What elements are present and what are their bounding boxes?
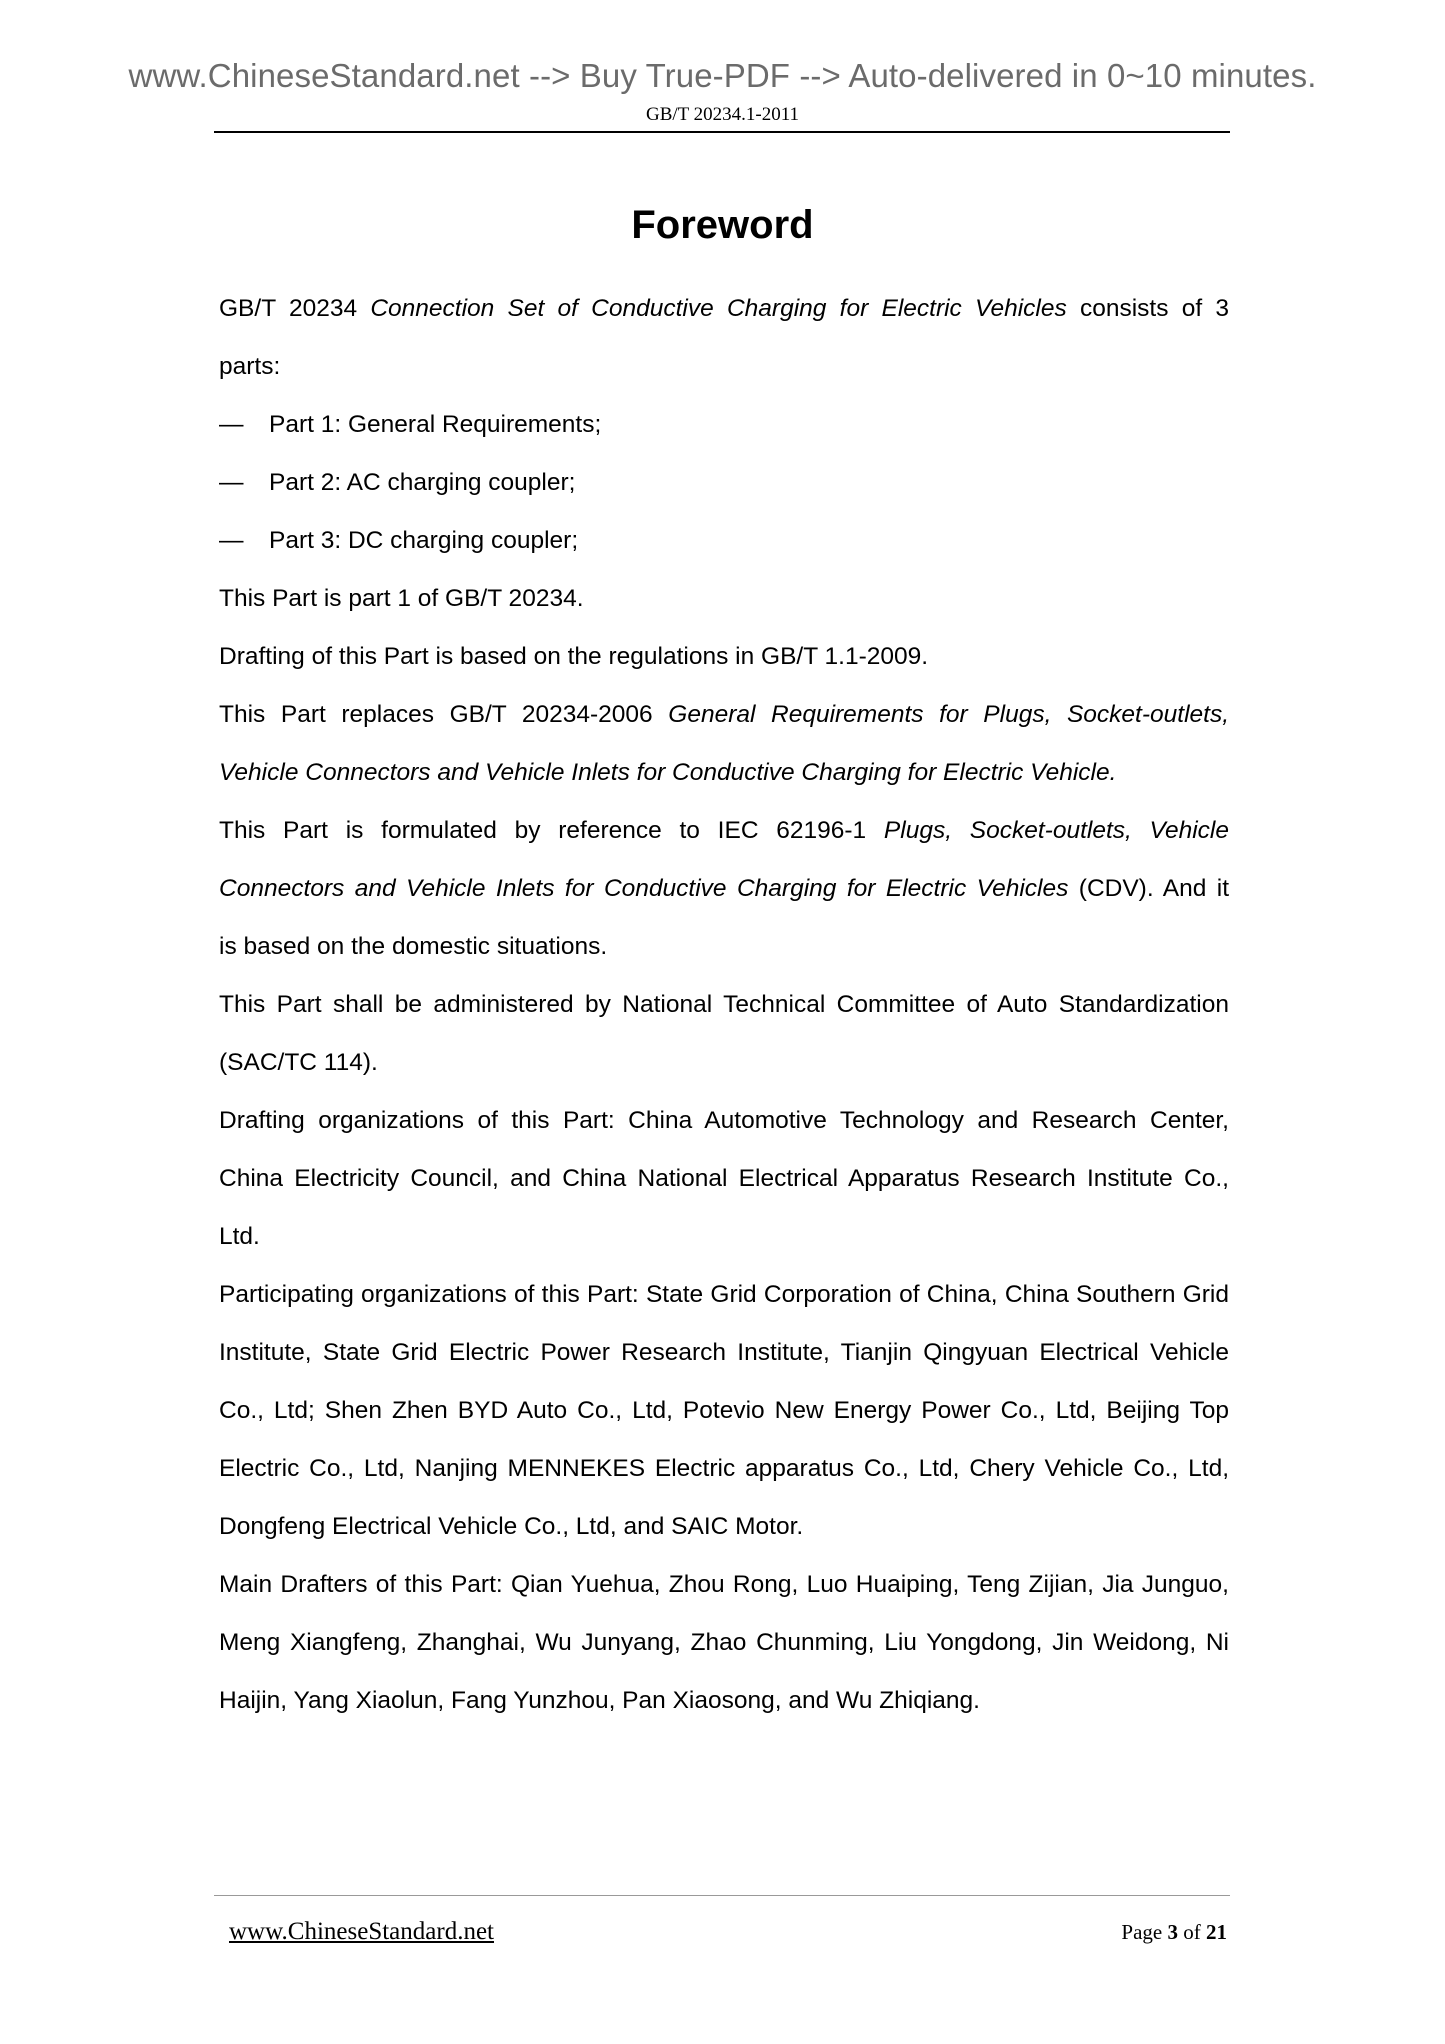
intro-text: GB/T 20234 (219, 295, 371, 322)
paragraph-reference-line3: is based on the domestic situations. (219, 933, 608, 960)
paragraph-part-of: This Part is part 1 of GB/T 20234. (219, 585, 584, 612)
paragraph-participating-organizations: Participating organizations of this Part: State Grid Corporation of China, China Southern Grid Institute, State Grid Electric Power Research Institute, Tianjin Qingyuan Electrical Vehicle Co., Ltd; Shen Zhen BYD Auto Co., Ltd, Potevio New Energy Power Co., Ltd, Beijing Top Electric Co., Ltd, Nanjing MENNEKES Electric apparatus Co., Ltd, Chery Vehicle Co., Ltd, Dongfeng Electrical Vehicle Co., Ltd, and SAIC Motor. (219, 1281, 1229, 1540)
paragraph-drafting-basis: Drafting of this Part is based on the regulations in GB/T 1.1-2009. (219, 643, 929, 670)
list-item (219, 454, 1229, 512)
page-title: Foreword (631, 203, 814, 247)
reference-title-italic-continued: Connectors and Vehicle Inlets for Conductive Charging for Electric Vehicles (219, 875, 1069, 902)
paragraph-replaces (219, 686, 1229, 744)
intro-title-italic: Connection Set of Conductive Charging for Electric Vehicles (370, 295, 1067, 322)
footer-divider (214, 1895, 1230, 1896)
page-number: 3 (1167, 1920, 1178, 1944)
footer-website-link[interactable]: www.ChineseStandard.net (229, 1918, 494, 1945)
list-item (219, 512, 1229, 570)
header-divider (214, 131, 1230, 133)
document-body (219, 280, 1229, 1730)
paragraph-replaces-continued (219, 744, 1229, 802)
page-of-label: of (1183, 1920, 1201, 1944)
paragraph-drafting-organizations: Drafting organizations of this Part: China Automotive Technology and Research Center, China Electricity Council, and China National Electrical Apparatus Research Institute Co., Ltd. (219, 1107, 1229, 1250)
dash-bullet: — (219, 527, 244, 554)
list-item-text: Part 3: DC charging coupler; (269, 527, 579, 554)
dash-bullet: — (219, 469, 244, 496)
reference-text: This Part is formulated by reference to IEC 62196-1 (219, 817, 884, 844)
replaces-text: This Part replaces GB/T 20234-2006 (219, 701, 669, 728)
paragraph-reference (219, 802, 1229, 860)
list-item-text: Part 1: General Requirements; (269, 411, 602, 438)
paragraph-intro (219, 280, 1229, 338)
paragraph-main-drafters: Main Drafters of this Part: Qian Yuehua, Zhou Rong, Luo Huaiping, Teng Zijian, Jia Junguo, Meng Xiangfeng, Zhanghai, Wu Junyang, Zhao Chunming, Liu Yongdong, Jin Weidong, Ni Haijin, Yang Xiaolun, Fang Yunzhou, Pan Xiaosong, and Wu Zhiqiang. (219, 1571, 1229, 1714)
reference-text-end: (CDV). And it (1068, 875, 1230, 902)
list-item (219, 396, 1229, 454)
dash-bullet: — (219, 411, 244, 438)
paragraph-administered: This Part shall be administered by National Technical Committee of Auto Standardization (SAC/TC 114). (219, 991, 1229, 1076)
replaces-title-italic-continued: Vehicle Connectors and Vehicle Inlets for Conductive Charging for Electric Vehicle. (219, 759, 1117, 786)
reference-title-italic: Plugs, Socket-outlets, Vehicle (883, 817, 1229, 844)
intro-text-end: consists of 3 (1066, 295, 1229, 322)
page-indicator (1121, 1920, 1227, 1945)
page-total: 21 (1206, 1920, 1227, 1944)
list-item-text: Part 2: AC charging coupler; (269, 469, 576, 496)
page-label: Page (1121, 1920, 1163, 1944)
header-banner: www.ChineseStandard.net --> Buy True-PDF --> Auto-delivered in 0~10 minutes. (128, 57, 1317, 94)
standard-code: GB/T 20234.1-2011 (645, 104, 800, 125)
replaces-title-italic: General Requirements for Plugs, Socket-outlets, (668, 701, 1230, 728)
paragraph-reference-line2 (219, 860, 1229, 918)
paragraph-intro-continued: parts: (219, 353, 281, 380)
